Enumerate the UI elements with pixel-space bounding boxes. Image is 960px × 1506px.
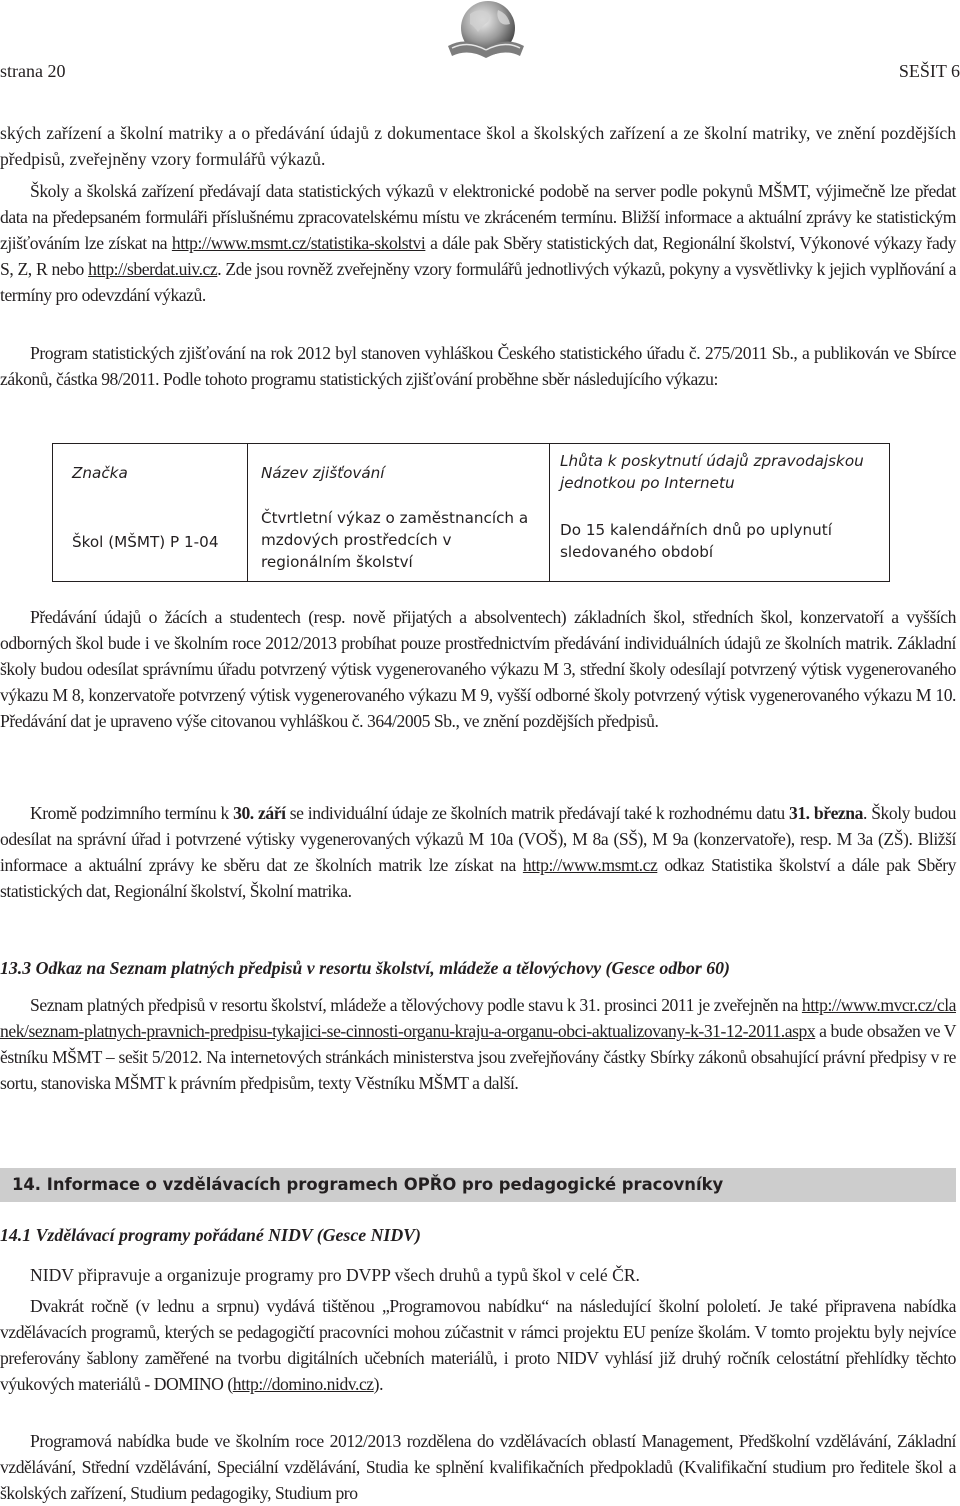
table-cell-deadline: Do 15 kalendářních dnů po uplynutí sledovaného období	[560, 521, 832, 561]
table-cell-name: Čtvrtletní výkaz o zaměstnancích a mzdových prostředcích v regionálním školství	[261, 509, 529, 571]
link-msmt[interactable]: http://www.msmt.cz	[522, 855, 658, 876]
table-header-name: Název zjišťování	[261, 464, 385, 482]
heading-14: 14. Informace o vzdělávacích programech OPŘO pro pedagogické pracovníky	[0, 1168, 956, 1202]
heading-13-3: 13.3 Odkaz na Seznam platných předpisů v resortu školství, mládeže a tělovýchovy (Gesce odbor 60)	[0, 958, 730, 978]
paragraph-3: Program statistických zjišťování na rok 2012 byl stanoven vyhláškou Českého statistického úřadu č. 275/2011 Sb., a publikován ve Sbírce zákonů, částka 98/2011. Podle tohoto programu statistických zjišťování proběhne sběr následujícího výkazu:	[0, 343, 956, 390]
table-cell-code: Škol (MŠMT) P 1-04	[72, 533, 219, 551]
link-msmt-statistika[interactable]: http://www.msmt.cz/statistika-skolstvi	[171, 233, 426, 254]
link-sberdat[interactable]: http://sberdat.uiv.cz	[88, 259, 218, 280]
link-mvcr[interactable]: http://www.mvcr.cz/clanek/seznam-platnych-pravnich-predpisu-tykajici-se-cinnosti-organu-kraju-a-organu-obci-aktualizovany-k-31-12-2011.aspx	[0, 995, 956, 1042]
paragraph-9: Programová nabídka bude ve školním roce 2012/2013 rozdělena do vzdělávacích oblastí Management, Předškolní vzdělávání, Základní vzdělávání, Střední vzdělávání, Speciální vzdělávání, Studia ke splnění kvalifikačních předpokladů (Kvalifikační studium pro ředitele škol a školských zařízení, Studium pedagogiky, Studium pro	[0, 1431, 956, 1504]
paragraph-7: NIDV připravuje a organizuje programy pro DVPP všech druhů a typů škol v celé ČR.	[30, 1265, 640, 1285]
link-domino[interactable]: http://domino.nidv.cz	[232, 1374, 374, 1395]
heading-14-1: 14.1 Vzdělávací programy pořádané NIDV (Gesce NIDV)	[0, 1225, 421, 1245]
survey-table	[52, 443, 890, 582]
paragraph-2: Školy a školská zařízení předávají data statistických výkazů v elektronické podobě na server podle pokynů MŠMT, výjimečně lze předat data na předepsaném formuláři příslušnému zpracovatelskému místu ve zkráceném termínu. Bližší informace a aktuální zprávy ke statistickým zjišťováním lze získat na http://www.msmt.cz/statistika-skolstvi a dále pak Sběry statistických dat, Regionální školství, Výkonové výkazy řady S, Z, R nebo http://sberdat.uiv.cz. Zde jsou rovněž zveřejněny vzory formulářů jednotlivých výkazů, pokyny a vysvětlivky k jejich vyplňování a termíny pro odevzdání výkazů.	[0, 181, 956, 306]
paragraph-4: Předávání údajů o žácích a studentech (resp. nově přijatých a absolventech) základních škol, středních škol, konzervatoří a vyšších odborných škol bude i ve školním roce 2012/2013 probíhat pouze prostřednictvím předávání individuálních údajů ze školních matrik. Základní školy budou odesílat správnímu úřadu potvrzený výtisk vygenerovaného výkazu M 3, střední školy odesílají potvrzený výtisk vygenerovaného výkazu M 8, konzervatoře potvrzený výtisk vygenerovaného výkazu M 9, vyšší odborné školy potvrzený výtisk vygenerovaného výkazu M 10. Předávání dat je upraveno výše citovanou vyhláškou č. 364/2005 Sb., ve znění pozdějších předpisů.	[0, 607, 956, 732]
globe-book-icon	[440, 0, 530, 62]
table-header-deadline: Lhůta k poskytnutí údajů zpravodajskou jednotkou po Internetu	[560, 452, 864, 492]
paragraph-5: Kromě podzimního termínu k 30. září se individuální údaje ze školních matrik předávají také k rozhodnému datu 31. března. Školy budou odesílat na správní úřad i potvrzené výtisky vygenerovaných výkazů M 10a (VOŠ), M 8a (SŠ), M 9a (konzervatoře), resp. M 3a (ZŠ). Bližší informace a aktuální zprávy ke sběru dat ze školních matrik lze získat na http://www.msmt.cz odkaz Statistika školství a dále pak Sběry statistických dat, Regionální školství, Školní matrika.	[0, 803, 956, 902]
paragraph-8: Dvakrát ročně (v lednu a srpnu) vydává tištěnou „Programovou nabídku“ na následující školní pololetí. Je také připravena nabídka vzdělávacích programů, kterých se pedagogičtí pracovníci mohou zúčastnit v rámci projektu EU peníze školám. V tomto projektu byly nejvíce preferovány šablony zaměřené na tvorbu digitálních učebních materiálů, i proto NIDV vyhlásí již druhý ročník celostátní přehlídky těchto výukových materiálů - DOMINO (http://domino.nidv.cz).	[0, 1296, 956, 1395]
section-label: SEŠIT 6	[898, 61, 960, 81]
table-header-code: Značka	[72, 464, 128, 482]
page-number: strana 20	[0, 61, 66, 81]
paragraph-6: Seznam platných předpisů v resortu školství, mládeže a tělovýchovy podle stavu k 31. prosinci 2011 je zveřejněn na http://www.mvcr.cz/clanek/seznam-platnych-pravnich-predpisu-tykajici-se-cinnosti-organu-kraju-a-organu-obci-aktualizovany-k-31-12-2011.aspx a bude obsažen ve Věstníku MŠMT – sešit 5/2012. Na internetových stránkách ministerstva jsou zveřejňovány částky Sbírky zákonů obsahující právní předpisy v resortu, stanoviska MŠMT k právním předpisům, texty Věstníku MŠMT a další.	[0, 995, 956, 1094]
paragraph-1: ských zařízení a školní matriky a o předávání údajů z dokumentace škol a školských zařízení a ze školní matriky, ve znění pozdějších předpisů, zveřejněny vzory formulářů výkazů.	[0, 123, 956, 170]
